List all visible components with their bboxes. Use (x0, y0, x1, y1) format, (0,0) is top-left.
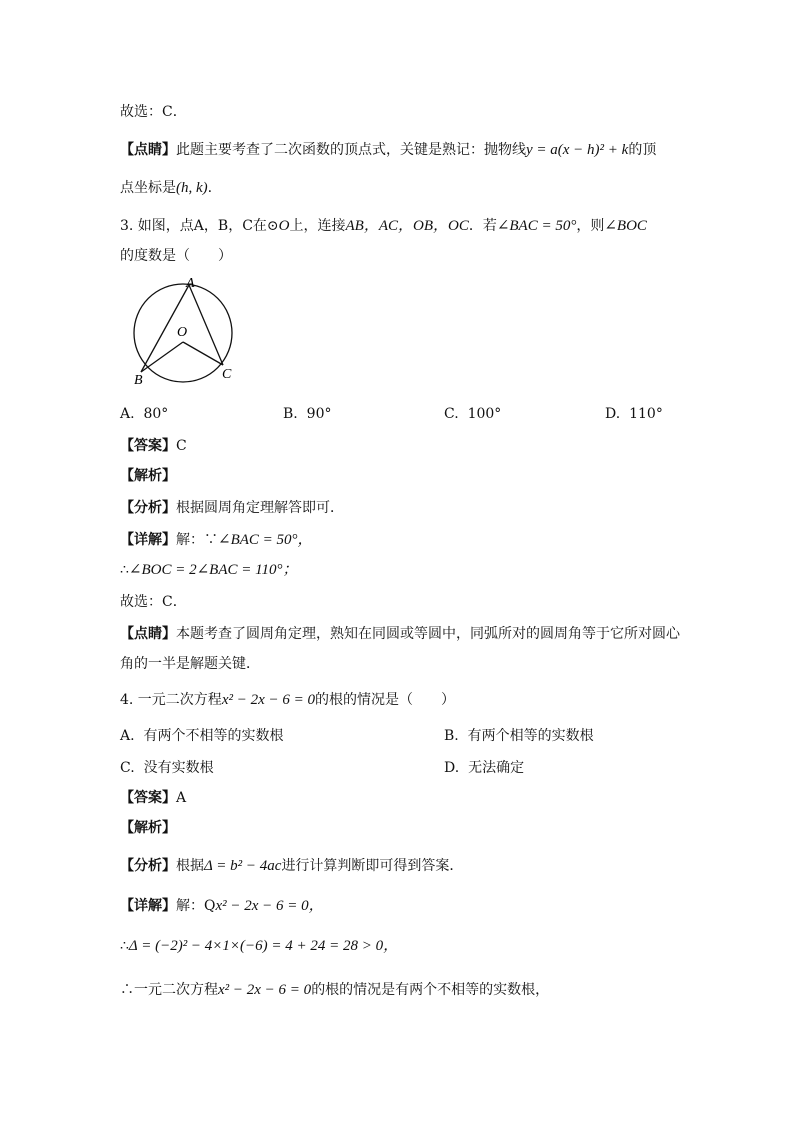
detail-pre: 解：∵ (176, 532, 218, 548)
q3-answer (120, 436, 187, 456)
fenxi-text: 根据圆周角定理解答即可． (176, 500, 344, 516)
fenxi-tag: 【分析】 (120, 500, 176, 516)
q4-detail (120, 896, 324, 916)
detail-pre: 解：Q (176, 898, 216, 914)
q3-option-b: B. 90° (283, 406, 332, 422)
answer-value: C (176, 438, 187, 454)
q4-final (120, 980, 549, 1000)
q3-given-angle: ∠BAC = 50° (496, 218, 577, 234)
detail-tag: 【详解】 (120, 532, 176, 548)
q3-stem-line2: 的度数是（ ） (120, 248, 232, 264)
detail-equation: x² − 2x − 6 = 0， (215, 898, 324, 914)
prev-comment-line1 (120, 140, 656, 160)
q3-choice: 故选：C． (120, 594, 187, 610)
detail-given: ∠BAC = 50°， (218, 532, 313, 548)
final-post: 的根的情况是有两个不相等的实数根， (311, 982, 550, 998)
fenxi-post: 进行计算判断即可得到答案． (281, 858, 464, 874)
q4-analysis-tag: 【解析】 (120, 820, 176, 836)
label-o: O (177, 325, 188, 340)
segment-oc (183, 342, 223, 365)
answer-tag: 【答案】 (120, 790, 176, 806)
q4-stem-post: 的根的情况是（ ） (315, 692, 455, 708)
q3-comment-line2: 角的一半是解题关键． (120, 656, 260, 672)
vertex-coord: (h, k) (176, 180, 208, 196)
comment-line2-end: . (207, 180, 213, 196)
q3-stem-then: ，则 (576, 218, 605, 234)
q3-stem-line1 (120, 216, 647, 236)
parabola-formula: y = a(x − h)² + k (526, 142, 629, 158)
q4-option-a: A. 有两个不相等的实数根 (120, 728, 284, 744)
circle-symbol: ⊙ (266, 218, 279, 234)
q4-equation: x² − 2x − 6 = 0 (221, 692, 315, 708)
comment-text: 此题主要考查了二次函数的顶点式，关键是熟记：抛物线 (176, 142, 526, 158)
final-equation: x² − 2x − 6 = 0 (218, 982, 312, 998)
q3-option-c: C. 100° (444, 406, 502, 422)
therefore-symbol: ∴ (120, 982, 134, 998)
therefore-symbol: ∴ (120, 938, 129, 954)
q3-comment-line1 (120, 624, 680, 644)
q4-stem (120, 690, 455, 710)
fenxi-pre: 根据 (176, 858, 204, 874)
q4-answer (120, 788, 186, 808)
discriminant-formula: Δ = b² − 4ac (204, 858, 282, 874)
q4-option-b: B. 有两个相等的实数根 (444, 728, 594, 744)
comment-tag: 【点睛】 (120, 626, 176, 642)
q3-target-angle: ∠BOC (604, 218, 647, 234)
q3-detail (120, 530, 313, 550)
label-c: C (222, 367, 232, 382)
comment-text-end: 的顶 (628, 142, 657, 158)
prev-comment-line2 (120, 178, 212, 198)
q4-option-d: D. 无法确定 (444, 760, 525, 776)
q3-option-d: D. 110° (605, 406, 663, 422)
q3-fenxi (120, 498, 344, 518)
q3-stem-if: ．若 (468, 218, 497, 234)
segment-ac (189, 285, 223, 365)
label-a: A (186, 276, 195, 291)
comment-line2-text: 点坐标是 (120, 180, 176, 196)
comment-text: 本题考查了圆周角定理，熟知在同圆或等圆中，同弧所对的圆周角等于它所对圆心 (176, 626, 680, 642)
label-b: B (134, 373, 143, 388)
q4-stem-pre: 4. 一元二次方程 (120, 692, 222, 708)
circle-figure (126, 276, 246, 394)
answer-tag: 【答案】 (120, 438, 176, 454)
q3-segments: AB，AC，OB，OC (345, 218, 469, 234)
q3-analysis-tag: 【解析】 (120, 468, 176, 484)
detail-tag: 【详解】 (120, 898, 176, 914)
circle-name: O (278, 218, 290, 234)
segment-ob (141, 342, 183, 372)
conclusion-eq: ∠BOC = 2∠BAC = 110°； (128, 562, 298, 578)
q3-stem-mid: 上，连接 (289, 218, 346, 234)
q3-stem-pre: 3. 如图，点A，B，C在 (120, 218, 267, 234)
answer-value: A (176, 790, 187, 806)
discriminant-calc: Δ = (−2)² − 4×1×(−6) = 4 + 24 = 28 > 0， (128, 938, 399, 954)
q3-option-a: A. 80° (120, 406, 169, 422)
comment-tag: 【点睛】 (120, 142, 176, 158)
q4-fenxi (120, 856, 463, 876)
fenxi-tag: 【分析】 (120, 858, 176, 874)
final-pre: 一元二次方程 (134, 982, 218, 998)
therefore-symbol: ∴ (120, 562, 129, 578)
prev-choice: 故选：C． (120, 104, 187, 120)
q3-conclusion (120, 560, 298, 580)
q4-option-c: C. 没有实数根 (120, 760, 214, 776)
q4-calc (120, 936, 398, 956)
